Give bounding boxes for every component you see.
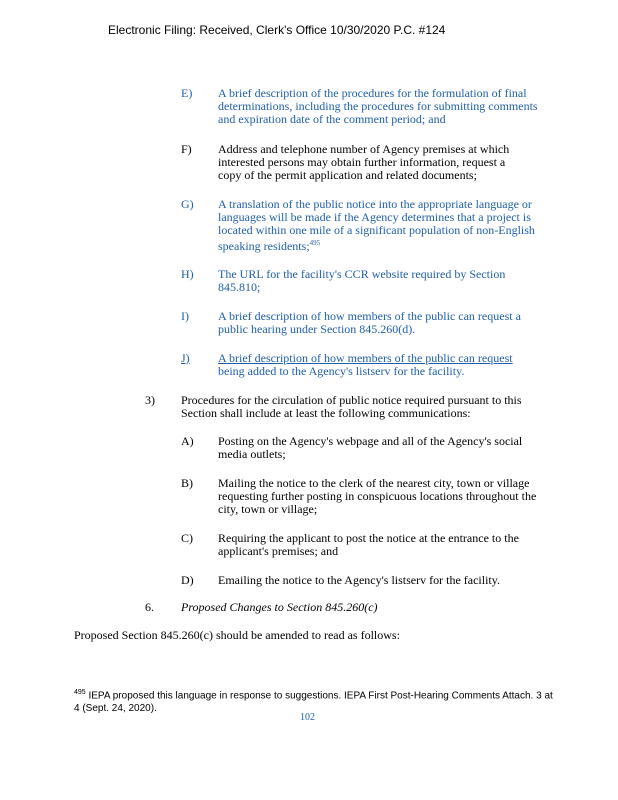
item-a-line-1: Posting on the Agency's webpage and all of the Agency's social — [218, 434, 523, 448]
item-3-label: 3) — [145, 393, 155, 407]
item-e-label: E) — [181, 86, 193, 100]
item-h-line-2: 845.810; — [218, 280, 261, 294]
item-e-line-1: A brief description of the procedures for the formulation of final — [218, 86, 527, 100]
footnote — [74, 686, 554, 715]
item-h-line-1: The URL for the facility's CCR website required by Section — [218, 267, 506, 281]
item-f-line-3: copy of the permit application and related documents; — [218, 168, 477, 182]
item-j-text — [218, 352, 513, 378]
item-f-text — [218, 143, 509, 182]
item-a-text — [218, 435, 522, 461]
item-a-line-2: media outlets; — [218, 447, 286, 461]
proposed-line: Proposed Section 845.260(c) should be amended to read as follows: — [74, 628, 400, 642]
item-j-label: J) — [181, 351, 190, 365]
footnote-number: 495 — [74, 689, 86, 696]
item-e-line-2: determinations, including the procedures for submitting comments — [218, 99, 538, 113]
item-h-text — [218, 268, 505, 294]
item-b-line-1: Mailing the notice to the clerk of the nearest city, town or village — [218, 476, 530, 490]
item-i-line-2: public hearing under Section 845.260(d). — [218, 322, 416, 336]
item-g-line-2: languages will be made if the Agency determines that a project is — [218, 210, 531, 224]
item-3-line-1: Procedures for the circulation of public notice required pursuant to this — [181, 393, 522, 407]
item-i-text — [218, 310, 521, 336]
item-f-label: F) — [181, 142, 192, 156]
section-6-label: 6. — [145, 600, 154, 614]
item-i-line-1: A brief description of how members of the public can request a — [218, 309, 521, 323]
item-e-line-3: and expiration date of the comment period; and — [218, 112, 446, 126]
item-g-line-3: located within one mile of a significant population of non-English — [218, 223, 535, 237]
item-f-line-1: Address and telephone number of Agency premises at which — [218, 142, 510, 156]
filing-header: Electronic Filing: Received, Clerk's Office 10/30/2020 P.C. #124 — [108, 23, 446, 37]
item-c-line-2: applicant's premises; and — [218, 544, 339, 558]
item-g-label: G) — [181, 197, 194, 211]
item-g-line-1: A translation of the public notice into the appropriate language or — [218, 197, 532, 211]
item-b-line-2: requesting further posting in conspicuous locations throughout the — [218, 489, 537, 503]
item-c-line-1: Requiring the applicant to post the notice at the entrance to the — [218, 531, 519, 545]
item-g-text — [218, 198, 535, 253]
item-i-label: I) — [181, 309, 189, 323]
item-d-line-1: Emailing the notice to the Agency's listserv for the facility. — [218, 573, 500, 587]
item-3-line-2: Section shall include at least the following communications: — [181, 406, 471, 420]
item-b-line-3: city, town or village; — [218, 502, 318, 516]
item-c-label: C) — [181, 531, 193, 545]
item-a-label: A) — [181, 434, 194, 448]
item-d-text — [218, 574, 500, 587]
item-g-line-4: speaking residents; — [218, 239, 310, 253]
section-6-title: Proposed Changes to Section 845.260(c) — [181, 600, 378, 614]
item-b-text — [218, 477, 536, 516]
item-3-text — [181, 394, 522, 420]
item-j-line-2: being added to the Agency's listserv for the facility. — [218, 364, 465, 378]
item-j-line-1: A brief description of how members of the public can request — [218, 351, 513, 365]
item-c-text — [218, 532, 519, 558]
item-h-label: H) — [181, 267, 194, 281]
item-b-label: B) — [181, 476, 193, 490]
footnote-ref: 495 — [309, 239, 321, 247]
page-number: 102 — [300, 712, 315, 723]
item-f-line-2: interested persons may obtain further information, request a — [218, 155, 506, 169]
item-e-text — [218, 87, 538, 126]
footnote-text: IEPA proposed this language in response to suggestions. IEPA First Post-Hearing Comments Attach. 3 at 4 (Sept. 24, 2020). — [74, 690, 553, 715]
item-d-label: D) — [181, 573, 194, 587]
